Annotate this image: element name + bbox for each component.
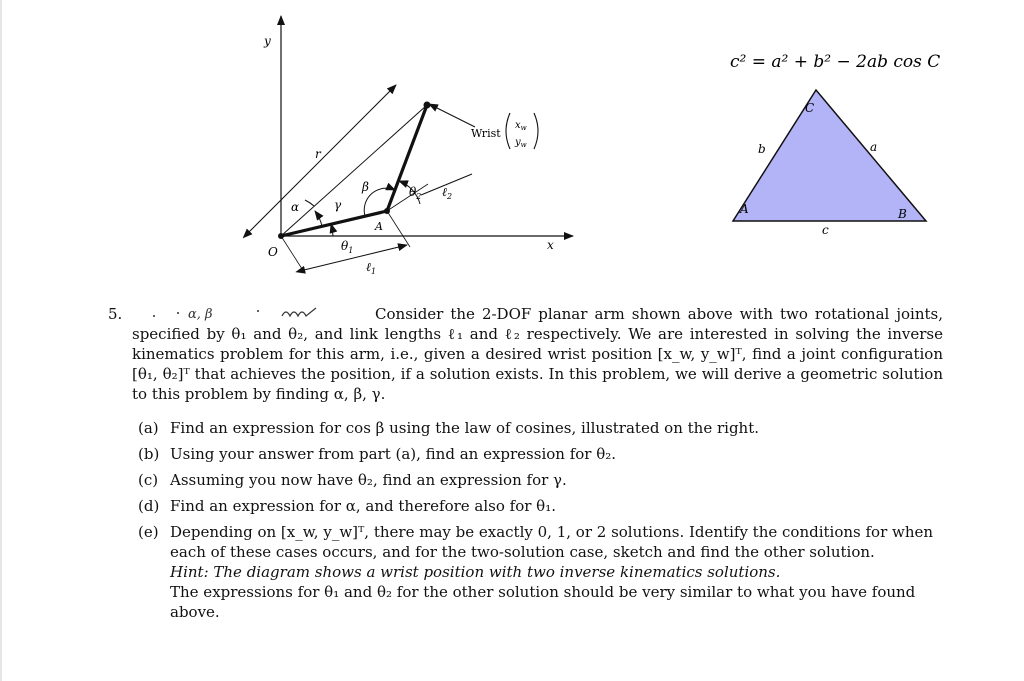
hint: Hint: The diagram shows a wrist position with two inverse kinematics solutions. [170,563,781,581]
vertex-b-label: B [898,207,907,221]
part-e [138,522,943,622]
joint-a-label: A [375,220,383,233]
problem-number: 5. [108,305,123,323]
part-c [138,470,943,490]
problem-statement: Consider the 2-DOF planar arm shown above with two rotational joints, specified by θ₁ and θ₂, and link lengths ℓ₁ and ℓ₂ respectively. We are interested in solving the inverse kinematics problem for this arm, i.e., given a desired wrist position [x_w, y_w]ᵀ, find a joint configuration [θ₁, θ₂]ᵀ that achieves the position, if a solution exists. In this problem, we will derive a geometric solution to this problem by finding α, β, γ. [132,305,943,403]
joint-wrist [424,102,431,109]
hint-followup: The expressions for θ₁ and θ₂ for the other solution should be very similar to what you have found above. [170,583,916,621]
r-label: r [315,147,321,161]
side-b-label: b [758,142,766,156]
y-axis-label: y [264,34,271,48]
side-c-label: c [822,223,829,237]
part-text: Assuming you now have θ₂, find an expression for γ. [170,471,567,489]
alpha-label: α [291,200,300,214]
part-text: Find an expression for α, and therefore also for θ₁. [170,497,556,515]
wrist-yw: $y_w$ [515,137,527,149]
link-1 [281,211,387,236]
part-b [138,444,943,464]
wrist-xw: $x_w$ [515,120,527,132]
origin-label: O [268,245,278,259]
problem-parts [138,418,943,622]
vertex-c-label: C [805,101,815,115]
part-label: (b) [138,445,160,463]
part-label: (a) [138,419,159,437]
reach-line [281,105,427,236]
l1-dimension [304,245,407,270]
vertex-a-label: A [740,202,749,216]
beta-label: β [362,180,369,194]
part-label: (d) [138,497,160,515]
theta1-label: $\theta_1$ [341,239,354,255]
l1-label: ℓ$_1$ [366,260,377,276]
wrist-vector-left-paren [506,113,510,149]
problem-5 [108,304,943,628]
handwritten-scribble [132,304,368,322]
part-text: Using your answer from part (a), find an expression for θ₂. [170,445,617,463]
wrist-pointer [429,104,475,127]
joint-a [384,208,390,214]
law-of-cosines-diagram [700,40,960,240]
law-of-cosines-formula: c² = a² + b² − 2ab cos C [730,52,941,72]
theta1-arc [331,224,333,236]
theta2-label: $\theta_2$ [409,185,422,201]
part-text: Find an expression for cos β using the law of cosines, illustrated on the right. [170,419,760,437]
part-a [138,418,943,438]
joint-origin [278,233,284,239]
problem-statement-block [132,304,943,404]
part-label: (c) [138,471,159,489]
wrist-label: Wrist [471,127,501,140]
part-text: Depending on [x_w, y_w]ᵀ, there may be exactly 0, 1, or 2 solutions. Identify the conditions for when each of these cases occurs, and for the two-solution case, sketch and find the other solution. [170,523,934,561]
l2-label: ℓ$_2$ [442,185,453,201]
x-axis-label: x [547,238,554,252]
gamma-arc [315,211,322,226]
gamma-label: γ [334,198,342,212]
part-d [138,496,943,516]
part-label: (e) [138,523,159,541]
side-a-label: a [870,140,878,154]
alpha-arc [305,200,314,206]
scribble-text: α, β [188,307,213,322]
r-dimension [249,85,396,232]
wrist-vector-right-paren [534,113,538,149]
